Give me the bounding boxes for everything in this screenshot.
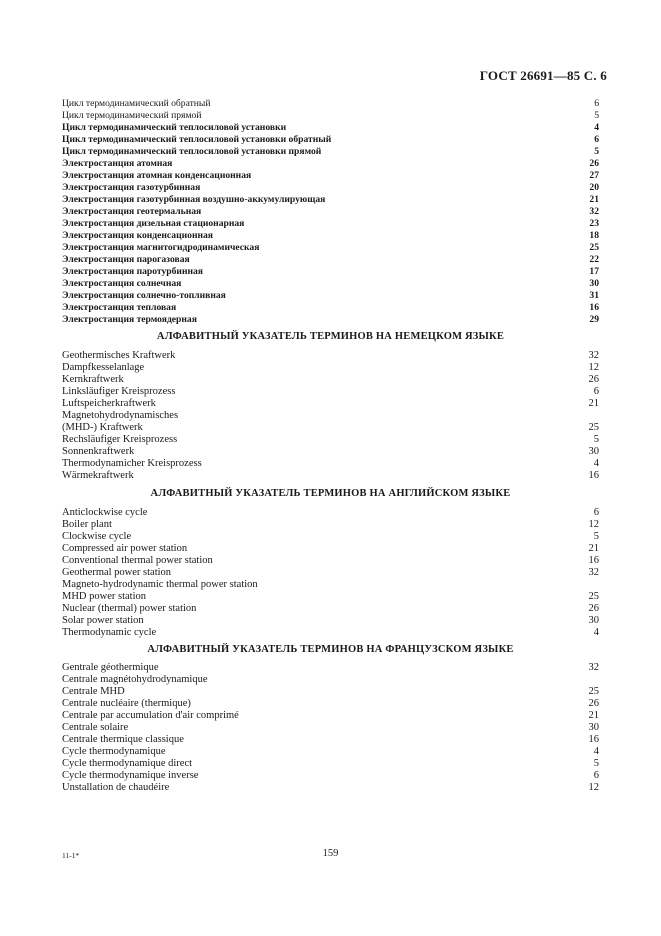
index-page-ref: 26 bbox=[588, 374, 599, 385]
index-page-ref: 20 bbox=[589, 182, 599, 193]
index-entry bbox=[62, 362, 599, 374]
german-index-heading: АЛФАВИТНЫЙ УКАЗАТЕЛЬ ТЕРМИНОВ НА НЕМЕЦКОМ ЯЗЫКЕ bbox=[156, 331, 505, 342]
index-entry bbox=[62, 758, 599, 770]
index-entry bbox=[62, 122, 599, 134]
index-page-ref: 16 bbox=[588, 555, 599, 566]
index-term: Cycle thermodynamique direct bbox=[62, 758, 193, 769]
german-term-list bbox=[62, 350, 599, 482]
index-page-ref: 25 bbox=[588, 591, 599, 602]
index-term: Цикл термодинамический теплосиловой установки обратный bbox=[62, 134, 332, 145]
index-entry bbox=[62, 254, 599, 266]
index-term: Cycle thermodynamique bbox=[62, 746, 166, 757]
index-entry bbox=[62, 278, 599, 290]
index-entry bbox=[62, 555, 599, 567]
index-page-ref: 12 bbox=[588, 519, 599, 530]
index-entry bbox=[62, 374, 599, 386]
index-page-ref: 26 bbox=[588, 603, 599, 614]
index-entry bbox=[62, 698, 599, 710]
index-entry bbox=[62, 710, 599, 722]
index-page-ref: 4 bbox=[594, 122, 599, 133]
index-page-ref: 6 bbox=[593, 770, 599, 781]
index-entry bbox=[62, 686, 599, 698]
index-page-ref: 26 bbox=[589, 158, 599, 169]
index-term: Электростанция паротурбинная bbox=[62, 266, 203, 277]
index-term: Электростанция газотурбинная bbox=[62, 182, 201, 193]
index-term: Электростанция атомная bbox=[62, 158, 173, 169]
index-page-ref: 6 bbox=[593, 507, 599, 518]
index-term: Cycle thermodynamique inverse bbox=[62, 770, 199, 781]
index-page-ref: 25 bbox=[589, 242, 599, 253]
index-page-ref: 5 bbox=[594, 146, 599, 157]
index-page-ref: 4 bbox=[593, 746, 599, 757]
index-page-ref: 25 bbox=[588, 422, 599, 433]
footer-signature-mark: 11-1* bbox=[62, 851, 80, 860]
index-term: Thermodynamicher Kreisprozess bbox=[62, 458, 202, 469]
index-page-ref: 32 bbox=[589, 206, 599, 217]
index-entry bbox=[62, 410, 599, 422]
index-entry bbox=[62, 314, 599, 326]
index-page-ref: 30 bbox=[589, 278, 599, 289]
index-page-ref: 6 bbox=[593, 386, 599, 397]
english-index-heading: АЛФАВИТНЫЙ УКАЗАТЕЛЬ ТЕРМИНОВ НА АНГЛИЙСКОМ ЯЗЫКЕ bbox=[150, 488, 511, 499]
index-term: Цикл термодинамический обратный bbox=[62, 98, 211, 109]
french-term-list bbox=[62, 662, 599, 794]
index-page-ref: 12 bbox=[588, 362, 599, 373]
index-page-ref: 21 bbox=[588, 543, 599, 554]
index-entry bbox=[62, 543, 599, 555]
index-page-ref: 5 bbox=[593, 758, 599, 769]
index-term: Magnetohydrodynamisches bbox=[62, 410, 179, 421]
index-entry bbox=[62, 98, 599, 110]
index-term: Centrale par accumulation d'air comprimé bbox=[62, 710, 239, 721]
index-entry bbox=[62, 194, 599, 206]
document-header: ГОСТ 26691—85 С. 6 bbox=[479, 68, 607, 83]
index-entry bbox=[62, 531, 599, 543]
index-term: Электростанция термоядерная bbox=[62, 314, 197, 325]
french-index-heading: АЛФАВИТНЫЙ УКАЗАТЕЛЬ ТЕРМИНОВ НА ФРАНЦУЗСКОМ ЯЗЫКЕ bbox=[147, 644, 514, 655]
index-term: Centrale MHD bbox=[62, 686, 125, 697]
index-term: Anticlockwise cycle bbox=[62, 507, 148, 518]
index-page-ref: 16 bbox=[588, 734, 599, 745]
index-entry bbox=[62, 770, 599, 782]
index-page-ref: 25 bbox=[588, 686, 599, 697]
index-term: Электростанция газотурбинная воздушно-аккумулирующая bbox=[62, 194, 326, 205]
index-entry bbox=[62, 674, 599, 686]
index-page-ref: 5 bbox=[593, 531, 599, 542]
index-entry bbox=[62, 422, 599, 434]
index-term: Conventional thermal power station bbox=[62, 555, 213, 566]
index-term: Boiler plant bbox=[62, 519, 112, 530]
index-page-ref: 32 bbox=[588, 567, 599, 578]
index-entry bbox=[62, 746, 599, 758]
index-term: Geothermisches Kraftwerk bbox=[62, 350, 176, 361]
index-term: Электростанция геотермальная bbox=[62, 206, 202, 217]
index-term: Электростанция дизельная стационарная bbox=[62, 218, 245, 229]
index-page-ref: 5 bbox=[594, 110, 599, 121]
index-entry bbox=[62, 182, 599, 194]
page-number: 159 bbox=[322, 848, 339, 859]
index-entry bbox=[62, 170, 599, 182]
index-term: Электростанция солнечная bbox=[62, 278, 182, 289]
index-term: Rechsläufiger Kreisprozess bbox=[62, 434, 178, 445]
index-page-ref: 17 bbox=[589, 266, 599, 277]
index-page-ref: 30 bbox=[588, 722, 599, 733]
index-entry bbox=[62, 266, 599, 278]
index-term: Magneto-hydrodynamic thermal power station bbox=[62, 579, 258, 590]
index-term: Luftspeicherkraftwerk bbox=[62, 398, 156, 409]
index-term: Электростанция солнечно-топливная bbox=[62, 290, 226, 301]
index-term: Электростанция тепловая bbox=[62, 302, 177, 313]
index-entry bbox=[62, 350, 599, 362]
index-entry bbox=[62, 206, 599, 218]
index-term: Geothermal power station bbox=[62, 567, 172, 578]
index-page-ref: 12 bbox=[588, 782, 599, 793]
index-page-ref: 30 bbox=[588, 446, 599, 457]
index-term: Clockwise cycle bbox=[62, 531, 132, 542]
index-page-ref: 6 bbox=[594, 98, 599, 109]
index-page-ref: 26 bbox=[588, 698, 599, 709]
index-page-ref: 27 bbox=[589, 170, 599, 181]
index-term: Цикл термодинамический теплосиловой установки прямой bbox=[62, 146, 322, 157]
index-term: Цикл термодинамический теплосиловой установки bbox=[62, 122, 287, 133]
index-term: Linksläufiger Kreisprozess bbox=[62, 386, 176, 397]
index-page-ref: 21 bbox=[588, 710, 599, 721]
index-term: Compressed air power station bbox=[62, 543, 188, 554]
index-entry bbox=[62, 579, 599, 591]
index-entry bbox=[62, 146, 599, 158]
index-entry bbox=[62, 230, 599, 242]
index-page-ref: 22 bbox=[589, 254, 599, 265]
index-page-ref: 32 bbox=[588, 350, 599, 361]
index-entry bbox=[62, 782, 599, 794]
index-term: Dampfkesselanlage bbox=[62, 362, 145, 373]
index-term: Thermodynamic cycle bbox=[62, 627, 157, 638]
index-entry bbox=[62, 662, 599, 674]
index-entry bbox=[62, 603, 599, 615]
index-page-ref: 16 bbox=[588, 470, 599, 481]
index-page-ref: 16 bbox=[589, 302, 599, 313]
index-entry bbox=[62, 470, 599, 482]
index-term: Kernkraftwerk bbox=[62, 374, 124, 385]
index-term: Sonnenkraftwerk bbox=[62, 446, 135, 457]
index-page-ref: 23 bbox=[589, 218, 599, 229]
index-entry bbox=[62, 458, 599, 470]
index-entry bbox=[62, 446, 599, 458]
index-term: Solar power station bbox=[62, 615, 144, 626]
index-entry bbox=[62, 734, 599, 746]
index-entry bbox=[62, 567, 599, 579]
index-page-ref: 29 bbox=[589, 314, 599, 325]
index-term: Centrale thermique classique bbox=[62, 734, 184, 745]
index-entry bbox=[62, 134, 599, 146]
russian-term-list bbox=[62, 98, 599, 326]
index-term: Centrale solaire bbox=[62, 722, 129, 733]
index-entry bbox=[62, 110, 599, 122]
index-entry bbox=[62, 519, 599, 531]
index-page-ref: 4 bbox=[593, 458, 599, 469]
index-term: Centrale nucléaire (thermique) bbox=[62, 698, 191, 709]
index-entry bbox=[62, 398, 599, 410]
index-term: (MHD-) Kraftwerk bbox=[62, 422, 143, 433]
index-term: Centrale magnétohydrodynamique bbox=[62, 674, 208, 685]
index-term: Wärmekraftwerk bbox=[62, 470, 134, 481]
index-term: Nuclear (thermal) power station bbox=[62, 603, 197, 614]
index-entry bbox=[62, 434, 599, 446]
index-term: Цикл термодинамический прямой bbox=[62, 110, 202, 121]
index-page-ref: 21 bbox=[588, 398, 599, 409]
index-page-ref: 31 bbox=[589, 290, 599, 301]
index-term: Gentrale géothermique bbox=[62, 662, 159, 673]
index-term: Электростанция конденсационная bbox=[62, 230, 213, 241]
index-page-ref: 30 bbox=[588, 615, 599, 626]
index-entry bbox=[62, 615, 599, 627]
index-page-ref: 21 bbox=[589, 194, 599, 205]
index-entry bbox=[62, 302, 599, 314]
index-entry bbox=[62, 722, 599, 734]
index-page-ref: 6 bbox=[594, 134, 599, 145]
index-entry bbox=[62, 158, 599, 170]
index-entry bbox=[62, 627, 599, 639]
index-term: Электростанция парогазовая bbox=[62, 254, 190, 265]
index-entry bbox=[62, 386, 599, 398]
index-entry bbox=[62, 218, 599, 230]
index-term: Электростанция атомная конденсационная bbox=[62, 170, 252, 181]
index-term: Unstallation de chaudéire bbox=[62, 782, 170, 793]
index-entry bbox=[62, 242, 599, 254]
index-page-ref: 18 bbox=[589, 230, 599, 241]
index-term: Электростанция магнитогидродинамическая bbox=[62, 242, 260, 253]
index-entry bbox=[62, 290, 599, 302]
index-page-ref: 5 bbox=[593, 434, 599, 445]
index-term: MHD power station bbox=[62, 591, 146, 602]
index-page-ref: 32 bbox=[588, 662, 599, 673]
english-term-list bbox=[62, 507, 599, 639]
index-entry bbox=[62, 591, 599, 603]
index-page-ref: 4 bbox=[593, 627, 599, 638]
index-entry bbox=[62, 507, 599, 519]
